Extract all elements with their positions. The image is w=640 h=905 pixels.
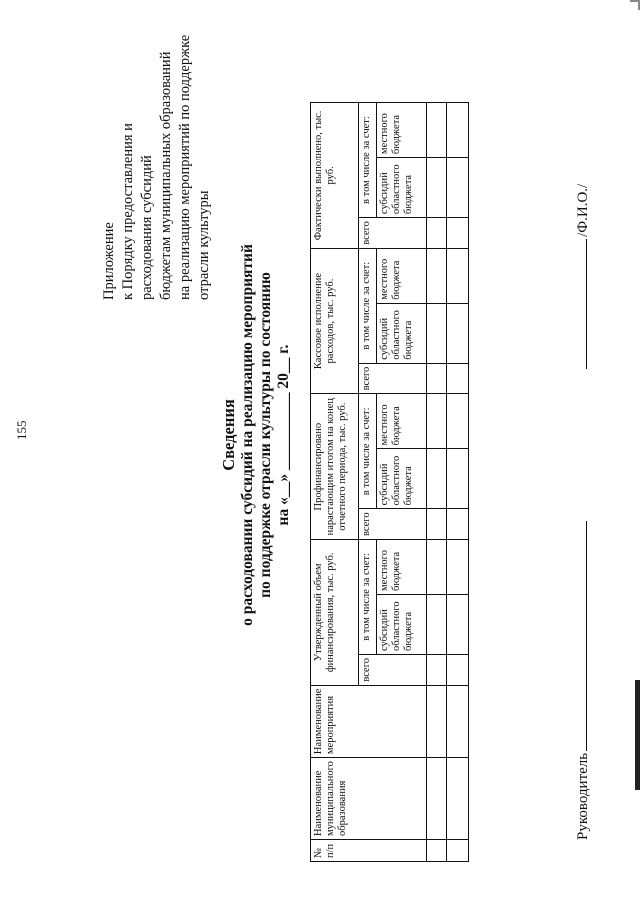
- header-including: в том числе за счет:: [359, 540, 377, 655]
- header-total: всего: [359, 218, 427, 249]
- header-total: всего: [359, 363, 427, 394]
- appendix-line: бюджетам муниципальных образований: [158, 51, 174, 300]
- header-including: в том числе за счет:: [359, 248, 377, 363]
- title-line: Сведения: [219, 399, 238, 471]
- appendix-line: расходования субсидий: [139, 155, 155, 300]
- appendix-line: к Порядку предоставления и: [120, 123, 136, 300]
- header-including: в том числе за счет:: [359, 103, 377, 218]
- appendix-line: на реализацию мероприятий по поддержке: [177, 34, 193, 300]
- report-table: [310, 102, 469, 862]
- header-municipality: Наименование муниципального образования: [311, 758, 427, 840]
- appendix-note: [100, 35, 214, 300]
- table-row: [447, 103, 469, 862]
- scan-edge-shadow: [635, 680, 640, 790]
- header-financed: Профинансировано нарастающим итогом на конец отчетного периода, тыс. руб.: [311, 394, 359, 540]
- signature-blank: [586, 521, 587, 751]
- header-no: № п/п: [311, 840, 427, 862]
- title-line: по поддержке отрасли культуры по состоянию: [257, 272, 274, 598]
- header-regional: субсидий областного бюджета: [377, 158, 427, 218]
- appendix-line: отрасли культуры: [196, 190, 212, 300]
- header-regional: субсидий областного бюджета: [377, 303, 427, 363]
- header-local: местного бюджета: [377, 394, 427, 449]
- document-sheet: [0, 10, 620, 880]
- header-approved: Утвержденный объем финансирования, тыс. руб.: [311, 540, 359, 686]
- header-total: всего: [359, 509, 427, 540]
- header-local: местного бюджета: [377, 103, 427, 158]
- header-local: местного бюджета: [377, 540, 427, 595]
- page-number: 155: [14, 420, 29, 440]
- header-actual: Фактически выполнено, тыс. руб.: [311, 103, 359, 249]
- header-regional: субсидий областного бюджета: [377, 595, 427, 655]
- header-event: Наименование мероприятия: [311, 685, 427, 757]
- signature-blank: [586, 239, 587, 369]
- header-local: местного бюджета: [377, 248, 427, 303]
- appendix-line: Приложение: [101, 222, 117, 300]
- scan-corner-mark: [630, 0, 640, 10]
- header-regional: субсидий областного бюджета: [377, 449, 427, 509]
- table-row: [427, 103, 447, 862]
- header-total: всего: [359, 655, 427, 686]
- signature-line: [575, 184, 592, 840]
- header-cash: Кассовое исполнение расходов, тыс. руб.: [311, 248, 359, 394]
- document-title: [220, 200, 293, 670]
- header-including: в том числе за счет:: [359, 394, 377, 509]
- signature-label: Руководитель: [575, 752, 591, 840]
- title-date-line: на «__» __________ 20__ г.: [275, 344, 292, 526]
- signature-name: /Ф.И.О./: [575, 183, 591, 237]
- title-line: о расходовании субсидий на реализацию мероприятий: [239, 244, 256, 626]
